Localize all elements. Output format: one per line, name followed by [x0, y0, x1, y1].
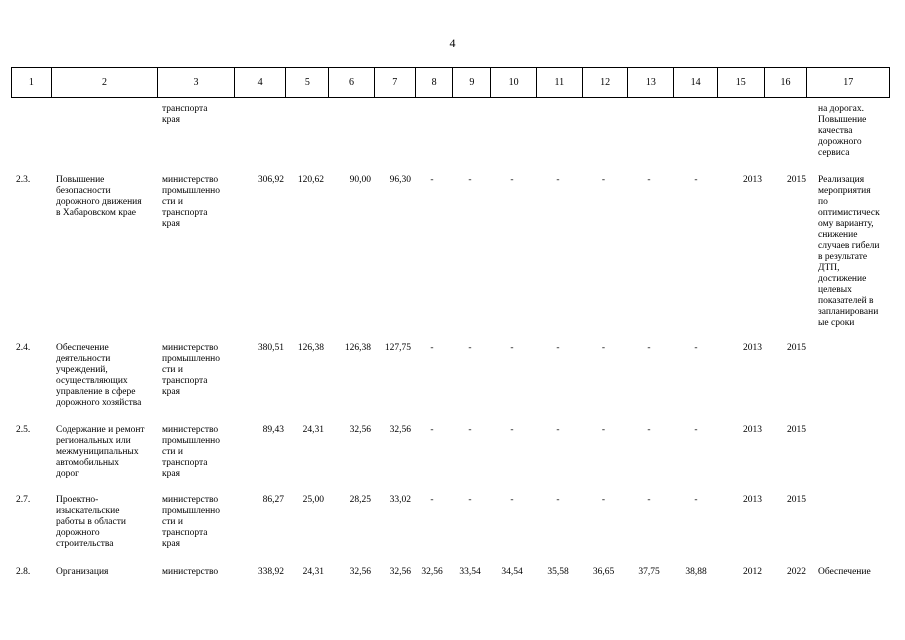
- table-cell-c9: 33,54: [459, 567, 481, 577]
- header-cell-16: 16: [764, 68, 807, 97]
- table-cell-c5: 120,62: [297, 175, 324, 185]
- table-cell-c3: транспорта края: [162, 104, 208, 125]
- table-cell-c9: -: [468, 175, 472, 185]
- table-cell-c3: министерство: [162, 567, 219, 577]
- table-cell-c6: 90,00: [349, 175, 371, 185]
- table-cell-c2: Содержание и ремонт региональных или межмуниципальных автомобильных дорог: [56, 425, 145, 479]
- table-cell-c3: министерство промышленно сти и транспорта края: [162, 425, 220, 479]
- table-cell-c17: на дорогах. Повышение качества дорожного сервиса: [818, 104, 867, 158]
- header-cell-7: 7: [374, 68, 415, 97]
- table-cell-c2: Обеспечение деятельности учреждений, осуществляющих управление в сфере дорожного хозяйства: [56, 343, 142, 408]
- header-cell-9: 9: [452, 68, 490, 97]
- header-cell-8: 8: [415, 68, 453, 97]
- header-cell-15: 15: [717, 68, 764, 97]
- table-cell-c11: -: [556, 175, 560, 185]
- table-cell-c7: 127,75: [384, 343, 411, 353]
- table-cell-c8: -: [430, 343, 434, 353]
- table-cell-c16: 2015: [787, 425, 806, 435]
- table-cell-c16: 2022: [787, 567, 806, 577]
- header-cell-3: 3: [157, 68, 234, 97]
- table-cell-c2: Повышение безопасности дорожного движения в Хабаровском крае: [56, 175, 142, 218]
- table-cell-c15: 2012: [743, 567, 762, 577]
- table-cell-c9: -: [468, 343, 472, 353]
- table-cell-c3: министерство промышленно сти и транспорта края: [162, 343, 220, 397]
- table-cell-c1: 2.4.: [16, 343, 31, 353]
- table-cell-c6: 28,25: [349, 495, 371, 505]
- table-cell-c14: 38,88: [685, 567, 707, 577]
- table-cell-c1: 2.8.: [16, 567, 31, 577]
- table-cell-c8: -: [430, 495, 434, 505]
- table-cell-c10: 34,54: [501, 567, 523, 577]
- table-cell-c16: 2015: [787, 343, 806, 353]
- table-cell-c14: -: [694, 425, 698, 435]
- table-cell-c10: -: [510, 343, 514, 353]
- header-cell-13: 13: [627, 68, 673, 97]
- table-cell-c12: 36,65: [592, 567, 615, 577]
- table-cell-c13: -: [647, 495, 651, 505]
- table-cell-c10: -: [510, 175, 514, 185]
- table-cell-c15: 2013: [743, 495, 762, 505]
- table-cell-c6: 32,56: [349, 567, 371, 577]
- table-cell-c1: 2.5.: [16, 425, 31, 435]
- table-cell-c15: 2013: [743, 343, 762, 353]
- table-cell-c6: 32,56: [349, 425, 371, 435]
- table-cell-c17: Обеспечение: [818, 567, 871, 577]
- table-cell-c6: 126,38: [344, 343, 371, 353]
- table-cell-c5: 24,31: [302, 567, 324, 577]
- table-cell-c14: -: [694, 343, 698, 353]
- table-cell-c13: -: [647, 343, 651, 353]
- table-cell-c5: 25,00: [302, 495, 324, 505]
- table-cell-c7: 96,30: [389, 175, 411, 185]
- table-cell-c11: -: [556, 495, 560, 505]
- table-cell-c13: 37,75: [638, 567, 660, 577]
- table-cell-c7: 33,02: [389, 495, 411, 505]
- table-cell-c4: 306,92: [257, 175, 284, 185]
- table-cell-c12: -: [601, 175, 606, 185]
- table-cell-c11: -: [556, 343, 560, 353]
- table-cell-c12: -: [601, 425, 606, 435]
- header-cell-17: 17: [806, 68, 889, 97]
- header-cell-1: 1: [28, 77, 34, 88]
- table-header: [11, 67, 890, 98]
- table-cell-c2: Организация: [56, 567, 109, 577]
- table-cell-c1: 2.7.: [16, 495, 31, 505]
- table-cell-c9: -: [468, 425, 472, 435]
- page-number: 4: [449, 36, 456, 50]
- header-cell-10: 10: [490, 68, 536, 97]
- table-cell-c15: 2013: [743, 425, 762, 435]
- header-cell-2: 2: [51, 68, 157, 97]
- table-cell-c4: 380,51: [257, 343, 284, 353]
- header-cell-5: 5: [285, 68, 328, 97]
- table-cell-c4: 86,27: [262, 495, 284, 505]
- table-cell-c8: 32,56: [421, 567, 443, 577]
- table-cell-c10: -: [510, 425, 514, 435]
- table-cell-c16: 2015: [787, 175, 806, 185]
- table-cell-c13: -: [647, 425, 651, 435]
- table-cell-c8: -: [430, 425, 434, 435]
- table-cell-c8: -: [430, 175, 434, 185]
- table-cell-c2: Проектно- изыскательские работы в области дорожного строительства: [56, 495, 126, 549]
- table-cell-c14: -: [694, 175, 698, 185]
- table-cell-c5: 126,38: [297, 343, 324, 353]
- table-cell-c13: -: [647, 175, 651, 185]
- table-cell-c4: 89,43: [262, 425, 284, 435]
- table-cell-c15: 2013: [743, 175, 762, 185]
- table-cell-c10: -: [510, 495, 514, 505]
- table-cell-c1: 2.3.: [16, 175, 31, 185]
- table-cell-c14: -: [694, 495, 698, 505]
- table-cell-c11: 35,58: [547, 567, 569, 577]
- table-cell-c9: -: [468, 495, 472, 505]
- table-cell-c7: 32,56: [389, 425, 411, 435]
- table-cell-c17: Реализация мероприятия по оптимистическ ому варианту, снижение случаев гибели в результате ДТП, достижение целевых показателей в запланировани ые сроки: [818, 175, 880, 328]
- table-cell-c12: -: [601, 495, 606, 505]
- header-cell-12: 12: [582, 68, 628, 97]
- table-cell-c7: 32,56: [389, 567, 411, 577]
- table-cell-c3: министерство промышленно сти и транспорта края: [162, 175, 220, 229]
- header-cell-14: 14: [673, 68, 717, 97]
- table-cell-c11: -: [556, 425, 560, 435]
- table-cell-c12: -: [601, 343, 606, 353]
- table-cell-c3: министерство промышленно сти и транспорта края: [162, 495, 220, 549]
- table-cell-c16: 2015: [787, 495, 806, 505]
- header-cell-6: 6: [328, 68, 374, 97]
- table-cell-c4: 338,92: [257, 567, 284, 577]
- table-cell-c5: 24,31: [302, 425, 324, 435]
- header-cell-11: 11: [536, 68, 582, 97]
- header-cell-4: 4: [234, 68, 286, 97]
